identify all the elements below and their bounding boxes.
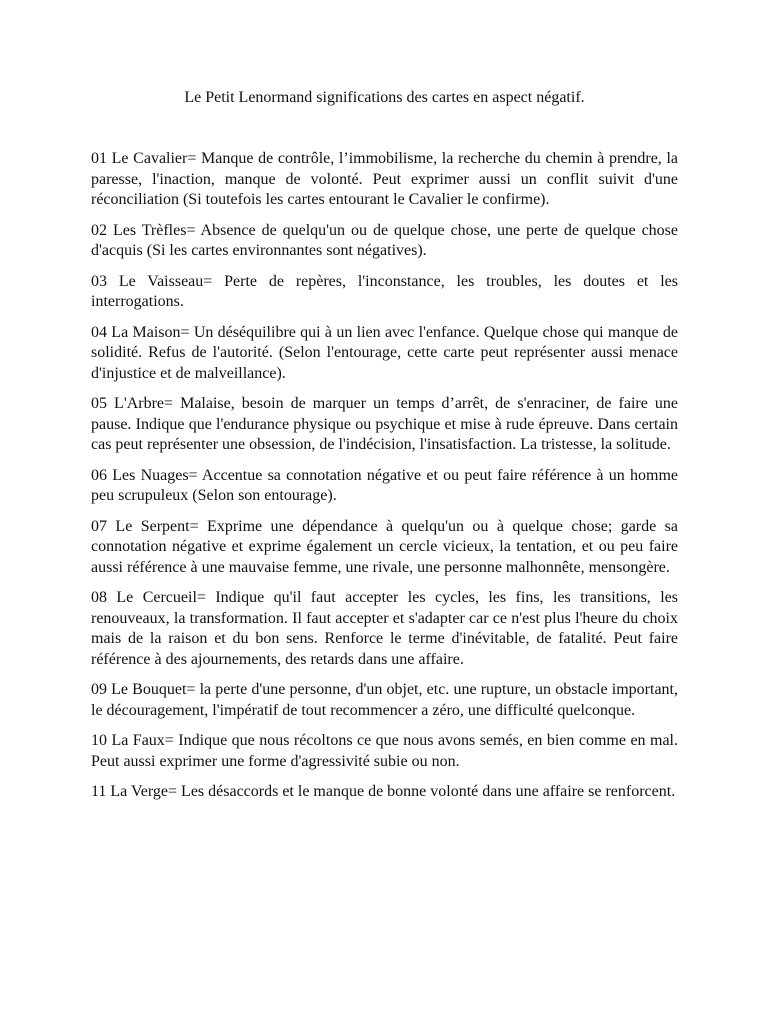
document-page [91, 88, 678, 813]
card-entry-11: 11 La Verge= Les désaccords et le manque de bonne volonté dans une affaire se renforcent. [91, 783, 676, 800]
card-entry-09: 09 Le Bouquet= la perte d'une personne, d'un objet, etc. une rupture, un obstacle important, le découragement, l'impératif de tout recommencer a zéro, une difficulté quelconque. [91, 681, 678, 719]
card-entry-02: 02 Les Trèfles= Absence de quelqu'un ou de quelque chose, une perte de quelque chose d'acquis (Si les cartes environnantes sont négatives). [91, 221, 678, 259]
card-entry-07: 07 Le Serpent= Exprime une dépendance à quelqu'un ou à quelque chose; garde sa connotation négative et exprime également un cercle vicieux, la tentation, et ou peu faire aussi référence à une mauvaise femme, une rivale, une personne malhonnête, mensongère. [91, 517, 678, 576]
card-entry-06: 06 Les Nuages= Accentue sa connotation négative et ou peut faire référence à un homme peu scrupuleux (Selon son entourage). [91, 466, 678, 504]
card-entry-03: 03 Le Vaisseau= Perte de repères, l'inconstance, les troubles, les doutes et les interrogations. [91, 272, 678, 310]
card-entry-10: 10 La Faux= Indique que nous récoltons ce que nous avons semés, en bien comme en mal. Peut aussi exprimer une forme d'agressivité subie ou non. [91, 732, 678, 770]
card-entry-08: 08 Le Cercueil= Indique qu'il faut accepter les cycles, les fins, les transitions, les renouveaux, la transformation. Il faut accepter et s'adapter car ce n'est plus l'heure du choix mais de la raison et du bon sens. Renforce le terme d'inévitable, de fatalité. Peut faire référence à des ajournements, des retards dans une affaire. [91, 589, 678, 668]
document-title: Le Petit Lenormand significations des cartes en aspect négatif. [184, 89, 585, 106]
card-entry-05: 05 L'Arbre= Malaise, besoin de marquer un temps d’arrêt, de s'enraciner, de faire une pause. Indique que l'endurance physique ou psychique et mise à rude épreuve. Dans certain cas peut représenter une obsession, de l'indécision, l'insatisfaction. La tristesse, la solitude. [91, 395, 678, 453]
card-entry-01: 01 Le Cavalier= Manque de contrôle, l’immobilisme, la recherche du chemin à prendre, la paresse, l'inaction, manque de volonté. Peut exprimer aussi un conflit suivit d'une réconciliation (Si toutefois les cartes entourant le Cavalier le confirme). [91, 150, 678, 208]
card-entry-04: 04 La Maison= Un déséquilibre qui à un lien avec l'enfance. Quelque chose qui manque de solidité. Refus de l'autorité. (Selon l'entourage, cette carte peut représenter aussi menace d'injustice et de malveillance). [91, 323, 678, 382]
